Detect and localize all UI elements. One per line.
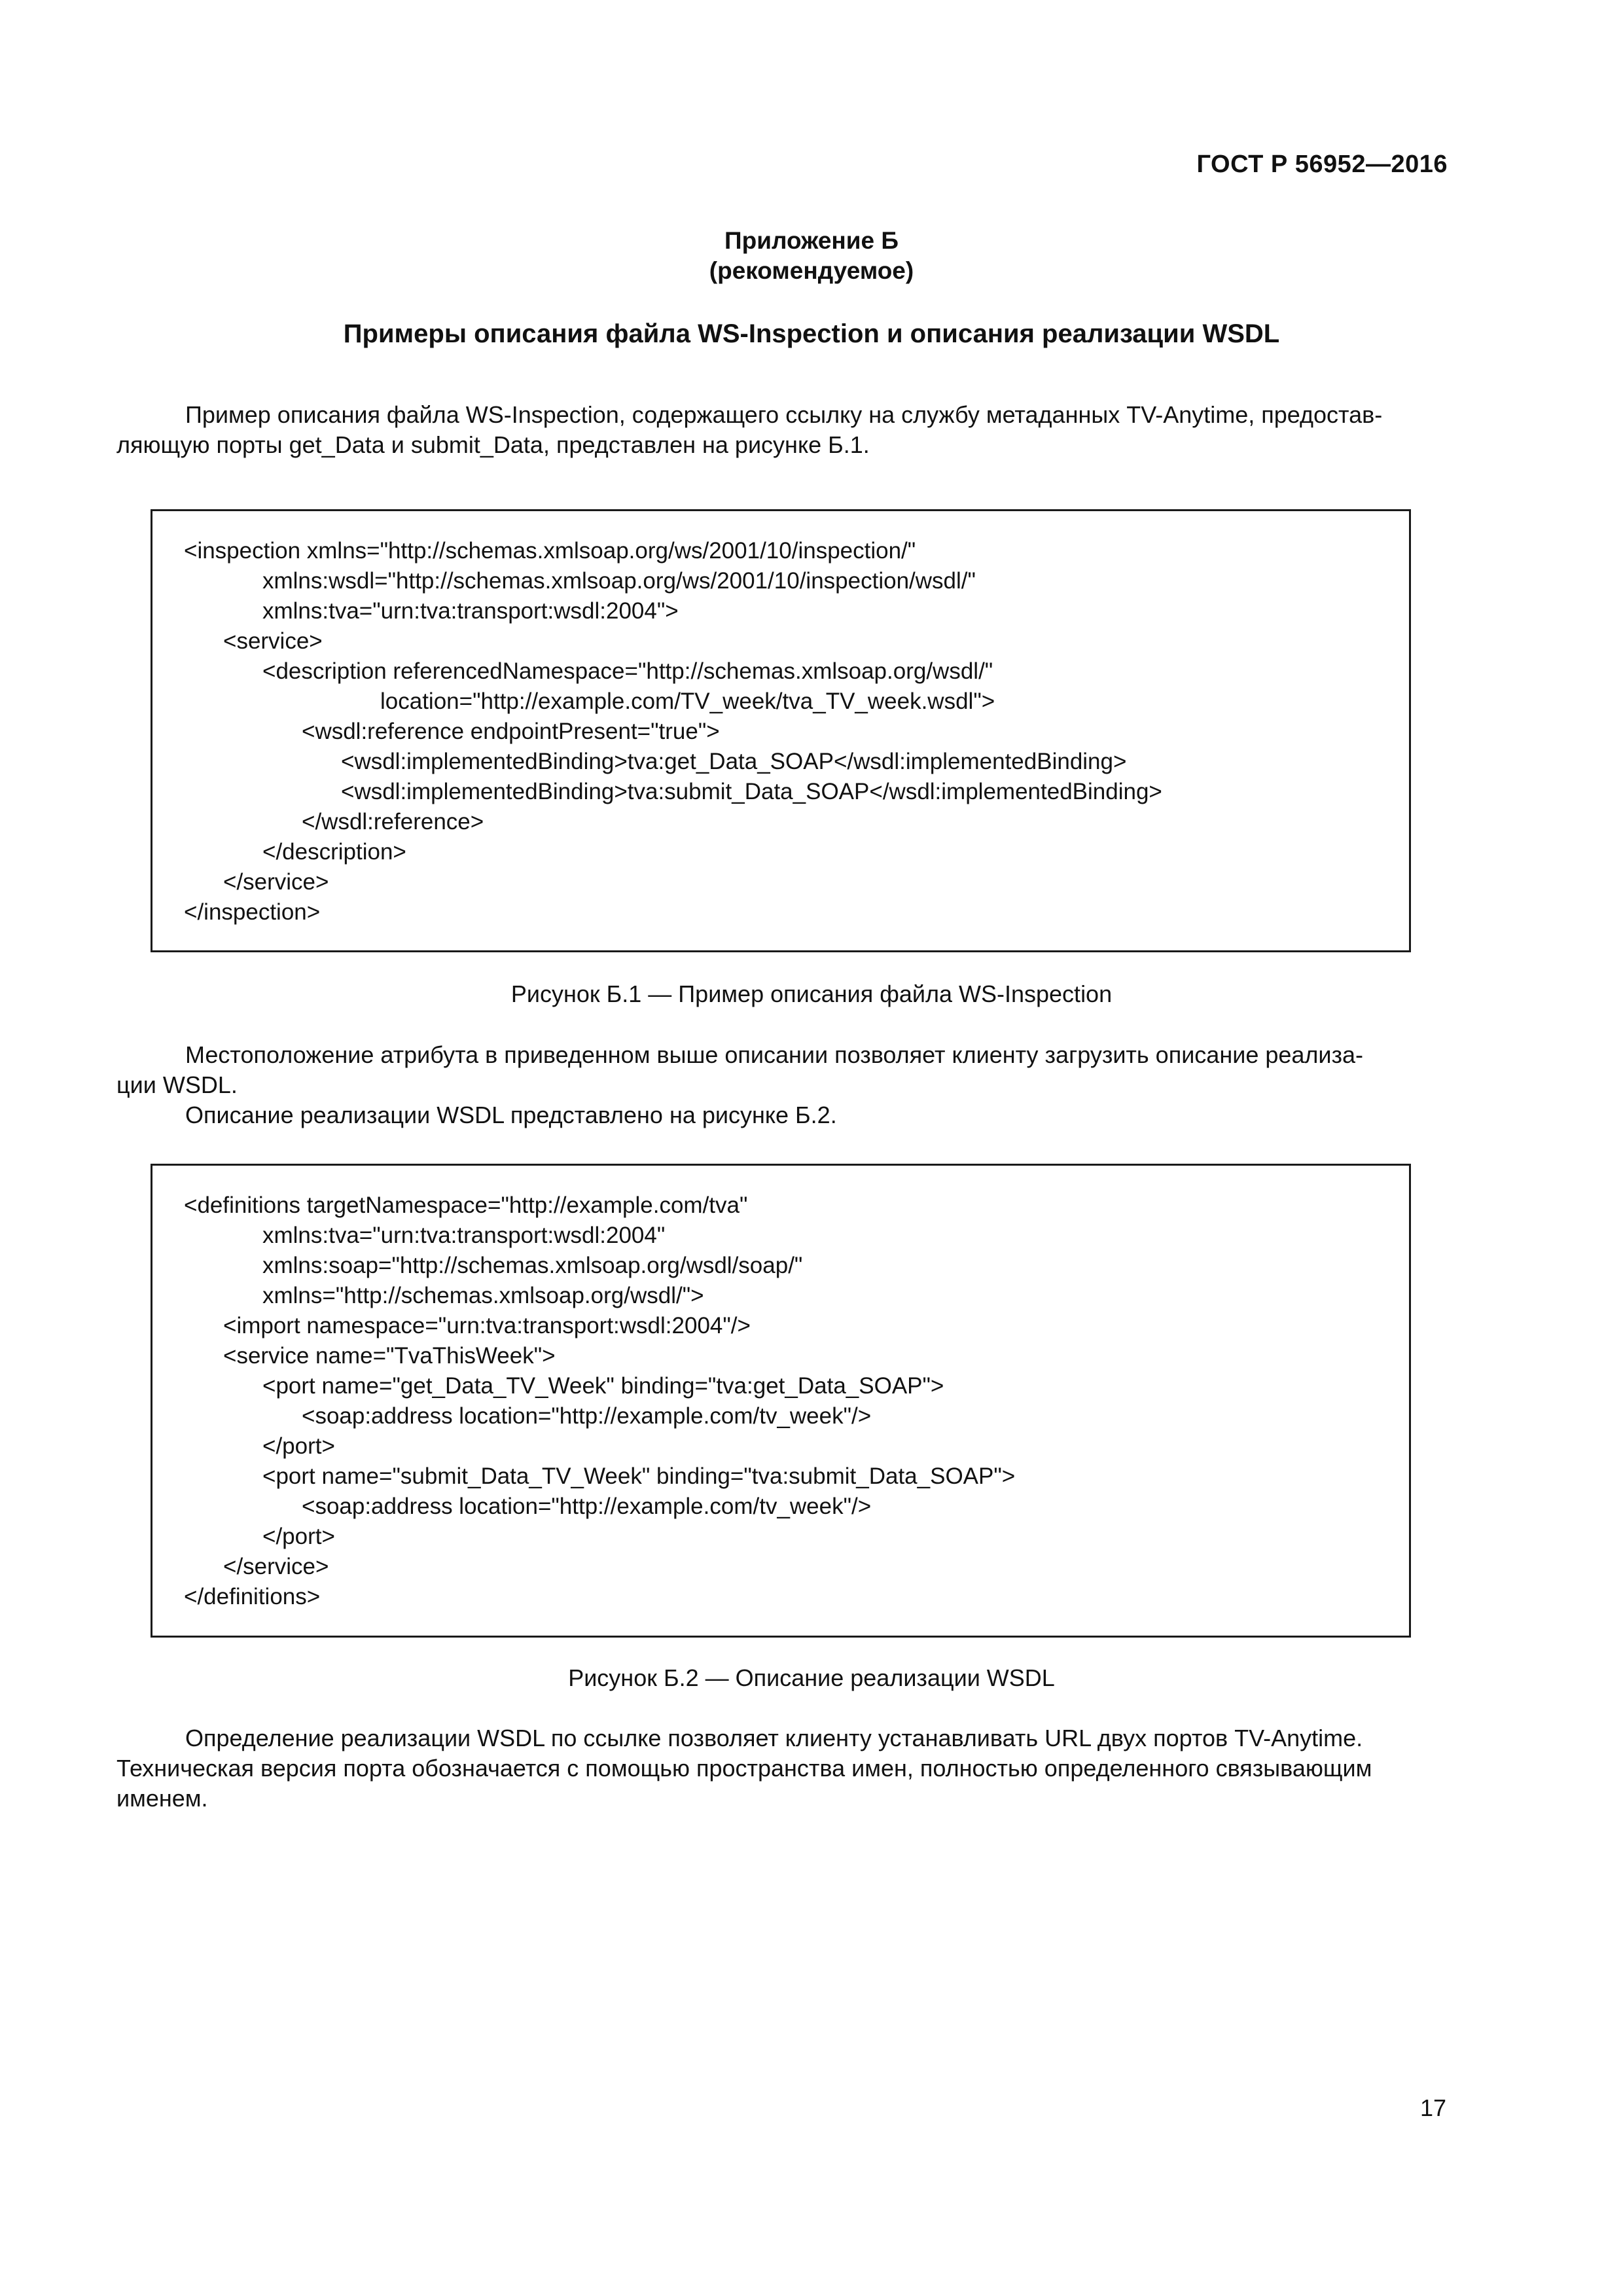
annex-status: (рекомендуемое): [709, 257, 914, 284]
section-heading: Примеры описания файла WS-Inspection и описания реализации WSDL: [343, 319, 1280, 348]
figure-2-code-line: xmlns:tva="urn:tva:transport:wsdl:2004": [262, 1223, 666, 1248]
paragraph-2: [116, 1040, 1445, 1130]
annex-title: Приложение Б: [724, 227, 899, 254]
figure-2-code-line: </port>: [262, 1433, 335, 1459]
figure-2-caption: Рисунок Б.2 — Описание реализации WSDL: [568, 1664, 1055, 1691]
paragraph-3: [116, 1723, 1445, 1814]
figure-1-code-line: <wsdl:implementedBinding>tva:get_Data_SOAP</wsdl:implementedBinding>: [341, 749, 1127, 774]
figure-1-code-line: xmlns:tva="urn:tva:transport:wsdl:2004">: [262, 598, 679, 624]
figure-2-code-line: <service name="TvaThisWeek">: [223, 1343, 556, 1369]
figure-1-code-line: <wsdl:reference endpointPresent="true">: [302, 719, 720, 744]
figure-2-code-line: xmlns="http://schemas.xmlsoap.org/wsdl/">: [262, 1283, 704, 1308]
figure-1-code-line: </wsdl:reference>: [302, 809, 484, 834]
figure-2-code-line: </definitions>: [184, 1584, 321, 1609]
figure-1-code-line: <wsdl:implementedBinding>tva:submit_Data_SOAP</wsdl:implementedBinding>: [341, 779, 1162, 804]
figure-1-caption: Рисунок Б.1 — Пример описания файла WS-Inspection: [510, 980, 1113, 1007]
figure-2-code-line: <import namespace="urn:tva:transport:wsdl:2004"/>: [223, 1313, 751, 1338]
figure-1-code-line: <inspection xmlns="http://schemas.xmlsoap.org/ws/2001/10/inspection/": [184, 538, 916, 564]
paragraph-3-line-3: именем.: [116, 1785, 208, 1812]
figure-2-code-line: xmlns:soap="http://schemas.xmlsoap.org/wsdl/soap/": [262, 1253, 803, 1278]
figure-1-code-line: <description referencedNamespace="http://schemas.xmlsoap.org/wsdl/": [262, 658, 993, 684]
paragraph-2-line-3: Описание реализации WSDL представлено на рисунке Б.2.: [185, 1102, 837, 1128]
figure-2-code-line: <port name="submit_Data_TV_Week" binding="tva:submit_Data_SOAP">: [262, 1463, 1016, 1489]
paragraph-2-line-2: ции WSDL.: [116, 1071, 238, 1098]
figure-1-code-line: </inspection>: [184, 899, 321, 925]
paragraph-3-line-1: Определение реализации WSDL по ссылке позволяет клиенту устанавливать URL двух портов TV-Anytime.: [185, 1725, 1363, 1751]
paragraph-2-line-1: Местоположение атрибута в приведенном выше описании позволяет клиенту загрузить описание реализа-: [185, 1041, 1364, 1068]
figure-2-code-line: </service>: [223, 1554, 329, 1579]
figure-1-code-line: </description>: [262, 839, 406, 865]
figure-1-code: [184, 536, 1162, 927]
figure-2-code-box: [151, 1164, 1411, 1638]
page-number: 17: [1419, 2094, 1446, 2121]
paragraph-3-line-2: Техническая версия порта обозначается с помощью пространства имен, полностью определенного связывающим: [116, 1755, 1372, 1782]
standard-code: ГОСТ Р 56952—2016: [1196, 151, 1448, 178]
annex-title-block: [0, 226, 1623, 286]
figure-1-code-line: </service>: [223, 869, 329, 895]
figure-2-code: [184, 1191, 1015, 1612]
figure-1-code-box: [151, 509, 1411, 952]
figure-1-code-line: <service>: [223, 628, 323, 654]
figure-2-code-line: <soap:address location="http://example.com/tv_week"/>: [302, 1403, 872, 1429]
figure-1-code-line: location="http://example.com/TV_week/tva_TV_week.wsdl">: [380, 689, 995, 714]
paragraph-1-line-2: ляющую порты get_Data и submit_Data, представлен на рисунке Б.1.: [116, 431, 870, 458]
figure-2-code-line: <port name="get_Data_TV_Week" binding="tva:get_Data_SOAP">: [262, 1373, 944, 1399]
figure-2-code-line: <definitions targetNamespace="http://example.com/tva": [184, 1193, 748, 1218]
figure-2-code-line: <soap:address location="http://example.com/tv_week"/>: [302, 1494, 872, 1519]
figure-2-code-line: </port>: [262, 1524, 335, 1549]
paragraph-1: [116, 400, 1445, 460]
paragraph-1-line-1: Пример описания файла WS-Inspection, содержащего ссылку на службу метаданных TV-Anytime, предостав-: [185, 401, 1383, 428]
figure-1-code-line: xmlns:wsdl="http://schemas.xmlsoap.org/ws/2001/10/inspection/wsdl/": [262, 568, 976, 594]
